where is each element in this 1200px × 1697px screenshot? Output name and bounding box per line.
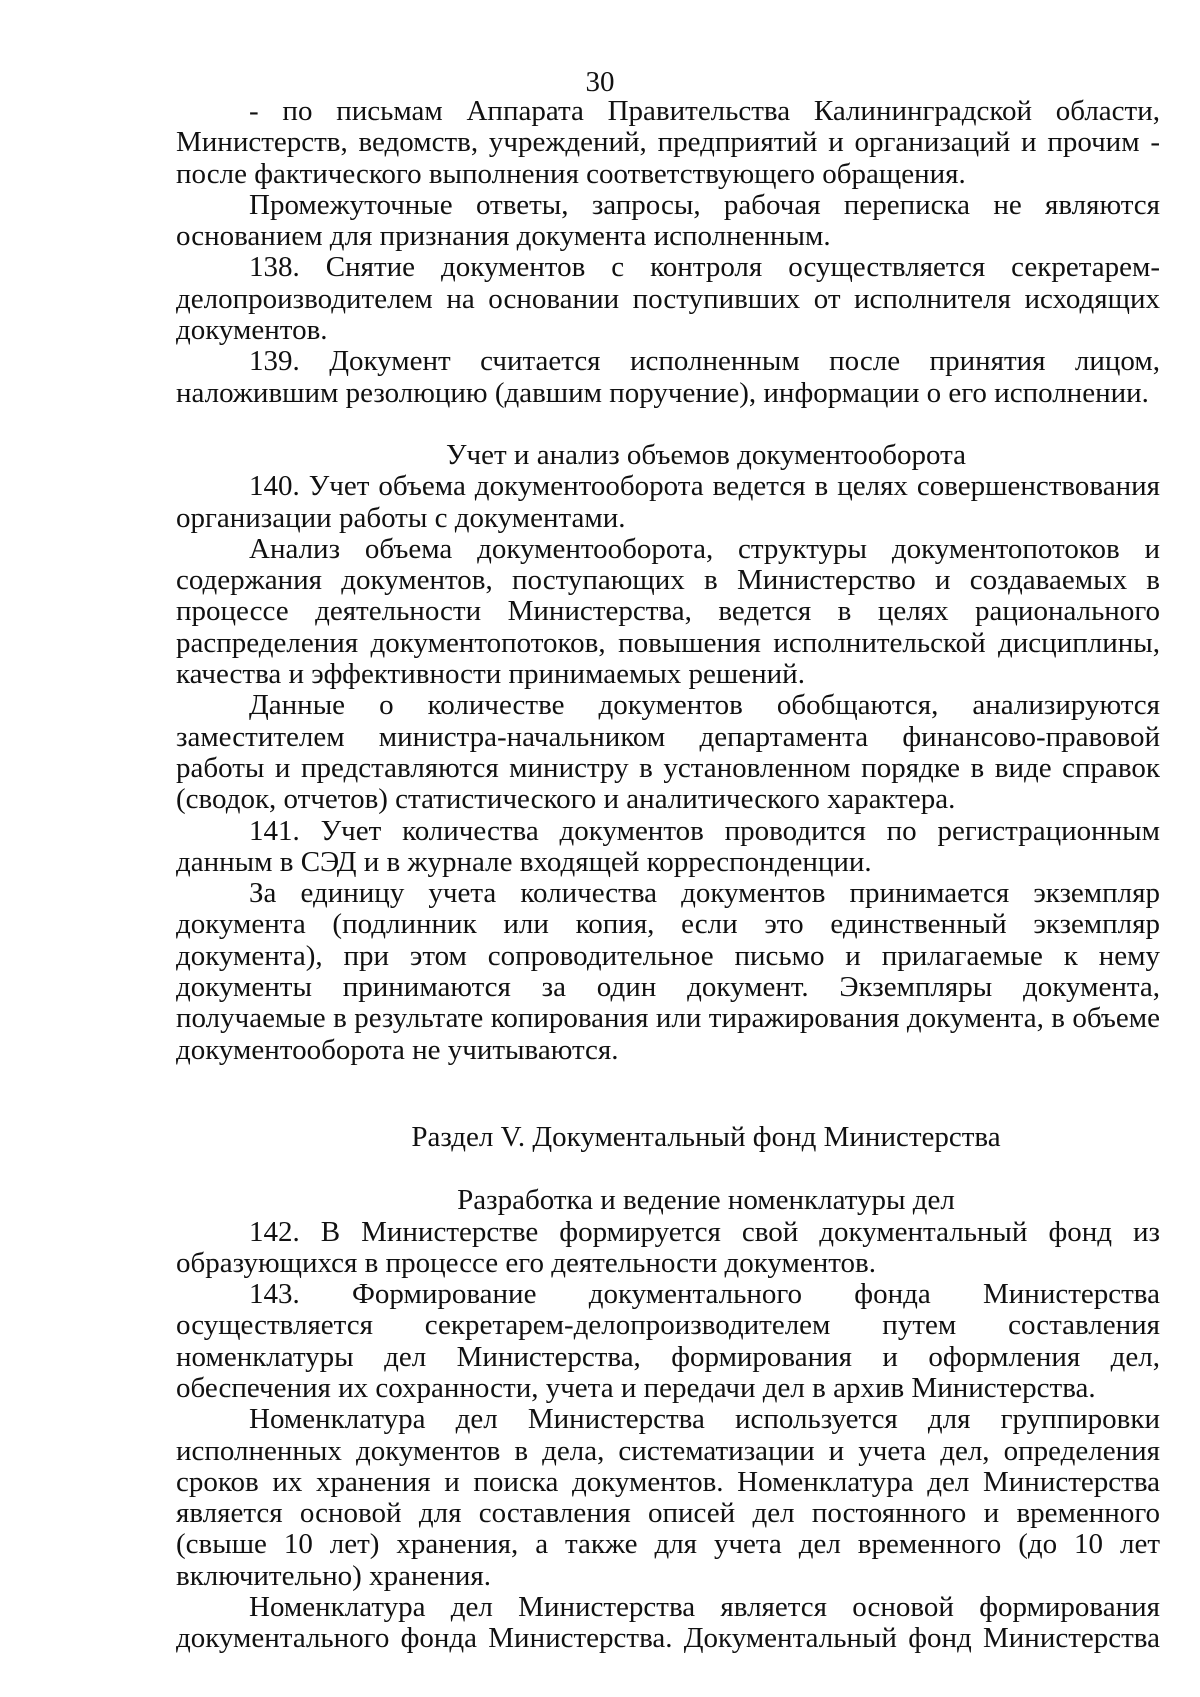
paragraph: 139. Документ считается исполненным после принятия лицом, наложившим резолюцию (давшим поручение), информации о его исполнении.	[176, 345, 1160, 409]
subheading-nomenclature: Разработка и ведение номенклатуры дел	[457, 1184, 955, 1217]
spacer	[176, 1153, 1160, 1185]
paragraph: Анализ объема документооборота, структуры документопотоков и содержания документов, поступающих в Министерство и создаваемых в процессе деятельности Министерства, ведется в целях рационального распределения документопотоков, повышения исполнительской дисциплины, качества и эффективности принимаемых решений.	[176, 532, 1160, 691]
subheading-document-flow-accounting: Учет и анализ объемов документооборота	[446, 438, 966, 471]
paragraph: 140. Учет объема документооборота ведется в целях совершенствования организации работы с документами.	[176, 470, 1160, 534]
section-title: Раздел V. Документальный фонд Министерства	[411, 1120, 1001, 1153]
paragraph-continued: Номенклатура дел Министерства является основой формирования документального фонда Министерства. Документальный фонд Министерства	[176, 1591, 1160, 1655]
spacer	[176, 1066, 1160, 1122]
paragraph: 138. Снятие документов с контроля осуществляется секретарем-делопроизводителем на основании поступивших от исполнителя исходящих документов.	[176, 251, 1160, 347]
paragraph: Данные о количестве документов обобщаются, анализируются заместителем министра-начальником департамента финансово-правовой работы и представляются министру в установленном порядке в виде справок (сводок, отчетов) статистического и аналитического характера.	[176, 689, 1160, 816]
spacer	[176, 409, 1160, 440]
paragraph: 141. Учет количества документов проводится по регистрационным данным в СЭД и в журнале входящей корреспонденции.	[176, 814, 1160, 878]
paragraph: 142. В Министерстве формируется свой документальный фонд из образующихся в процессе его деятельности документов.	[176, 1215, 1160, 1279]
page-number: 30	[585, 66, 615, 98]
paragraph: 143. Формирование документального фонда Министерства осуществляется секретарем-делопроизводителем путем составления номенклатуры дел Министерства, формирования и оформления дел, обеспечения их сохранности, учета и передачи дел в архив Министерства.	[176, 1278, 1160, 1404]
paragraph: Номенклатура дел Министерства используется для группировки исполненных документов в дела, систематизации и учета дел, определения сроков их хранения и поиска документов. Номенклатура дел Министерства является основой для составления описей дел постоянного и временного (свыше 10 лет) хранения, а также для учета дел временного (до 10 лет включительно) хранения.	[176, 1403, 1160, 1592]
paragraph: Промежуточные ответы, запросы, рабочая переписка не являются основанием для признания документа исполненным.	[176, 188, 1160, 253]
page-content	[176, 96, 1160, 1655]
paragraph: - по письмам Аппарата Правительства Калининградской области, Министерств, ведомств, учреждений, предприятий и организаций и прочим - после фактического выполнения соответствующего обращения.	[176, 95, 1160, 190]
paragraph: За единицу учета количества документов принимается экземпляр документа (подлинник или копия, если это единственный экземпляр документа), при этом сопроводительное письмо и прилагаемые к нему документы принимаются за один документ. Экземпляры документа, получаемые в результате копирования или тиражирования документа, в объеме документооборота не учитываются.	[176, 877, 1160, 1066]
